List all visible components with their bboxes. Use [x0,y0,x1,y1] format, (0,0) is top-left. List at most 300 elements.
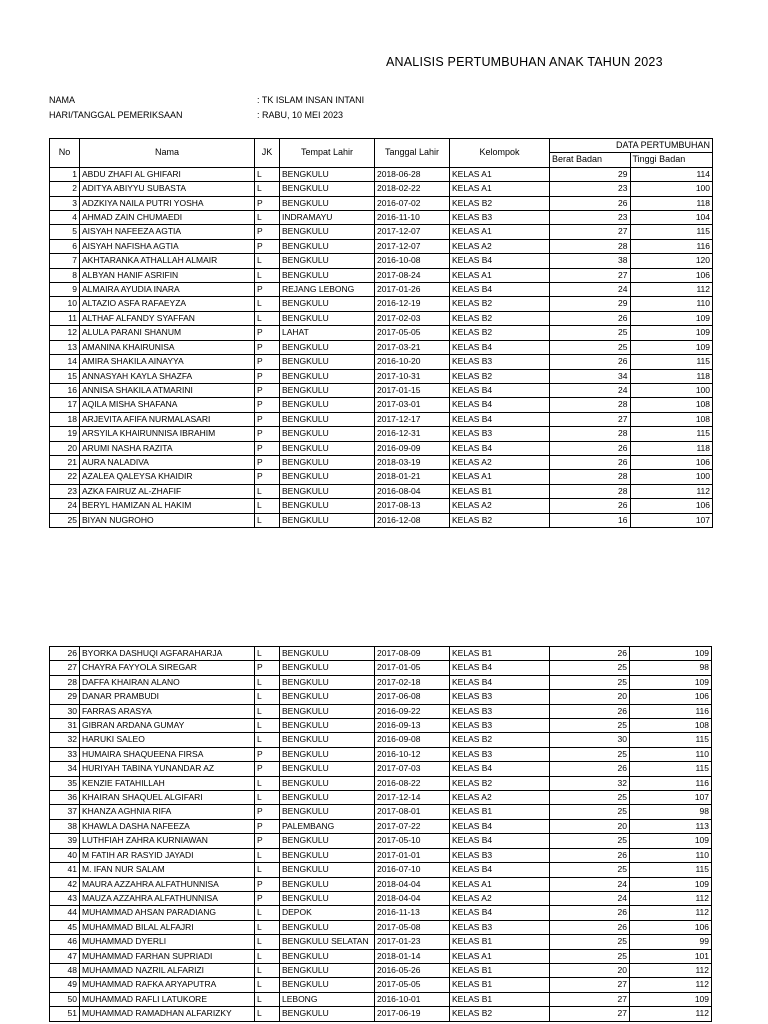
cell-tempat-lahir: BENGKULU SELATAN [280,935,375,949]
table-row [50,311,713,325]
cell-tinggi-badan: 109 [630,834,712,848]
cell-berat-badan: 25 [550,805,630,819]
cell-jk: L [255,647,280,661]
cell-jk: L [255,992,280,1006]
page-title: ANALISIS PERTUMBUHAN ANAK TAHUN 2023 [386,55,663,69]
cell-tinggi-badan: 106 [630,499,713,513]
cell-kelompok: KELAS B1 [450,978,550,992]
cell-jk: L [255,675,280,689]
cell-tinggi-badan: 112 [630,906,712,920]
nama-value: : TK ISLAM INSAN INTANI [257,95,365,105]
cell-tinggi-badan: 112 [630,484,713,498]
cell-berat-badan: 20 [550,819,630,833]
cell-berat-badan: 20 [550,963,630,977]
cell-jk: P [255,834,280,848]
cell-tempat-lahir: BENGKULU [280,891,375,905]
cell-tanggal-lahir: 2017-07-22 [375,819,450,833]
cell-berat-badan: 26 [550,196,631,210]
cell-tempat-lahir: BENGKULU [280,268,375,282]
cell-nama: AMANINA KHAIRUNISA [80,340,255,354]
cell-no: 7 [50,254,80,268]
cell-kelompok: KELAS B3 [450,848,550,862]
cell-berat-badan: 27 [550,268,631,282]
cell-tinggi-badan: 112 [630,283,713,297]
cell-nama: ADZKIYA NAILA PUTRI YOSHA [80,196,255,210]
cell-kelompok: KELAS B2 [450,1007,550,1021]
cell-berat-badan: 28 [550,484,631,498]
cell-tempat-lahir: BENGKULU [280,340,375,354]
cell-jk: L [255,690,280,704]
cell-tinggi-badan: 112 [630,978,712,992]
cell-no: 36 [50,791,80,805]
cell-no: 28 [50,675,80,689]
cell-tanggal-lahir: 2016-12-31 [375,427,450,441]
cell-no: 24 [50,499,80,513]
cell-no: 31 [50,719,80,733]
cell-jk: P [255,819,280,833]
cell-jk: L [255,484,280,498]
cell-jk: L [255,776,280,790]
cell-tinggi-badan: 110 [630,297,713,311]
cell-no: 10 [50,297,80,311]
cell-berat-badan: 25 [550,661,630,675]
cell-tanggal-lahir: 2017-01-26 [375,283,450,297]
cell-jk: P [255,412,280,426]
growth-table-page-1 [49,138,713,528]
table-row [50,211,713,225]
cell-tempat-lahir: BENGKULU [280,355,375,369]
cell-berat-badan: 29 [550,167,631,181]
cell-jk: L [255,863,280,877]
cell-tempat-lahir: BENGKULU [280,719,375,733]
cell-no: 30 [50,704,80,718]
cell-nama: MAUZA AZZAHRA ALFATHUNNISA [80,891,255,905]
table-row [50,383,713,397]
cell-berat-badan: 38 [550,254,631,268]
cell-berat-badan: 30 [550,733,630,747]
cell-nama: MAURA AZZAHRA ALFATHUNNISA [80,877,255,891]
cell-tanggal-lahir: 2017-01-15 [375,383,450,397]
cell-tinggi-badan: 113 [630,819,712,833]
cell-berat-badan: 28 [550,398,631,412]
cell-kelompok: KELAS B1 [450,935,550,949]
table-row [50,297,713,311]
cell-nama: KENZIE FATAHILLAH [80,776,255,790]
cell-tempat-lahir: BENGKULU [280,441,375,455]
cell-tempat-lahir: BENGKULU [280,239,375,253]
cell-nama: AZKA FAIRUZ AL-ZHAFIF [80,484,255,498]
cell-tinggi-badan: 100 [630,470,713,484]
cell-kelompok: KELAS A1 [450,470,550,484]
cell-tempat-lahir: DEPOK [280,906,375,920]
cell-tanggal-lahir: 2017-05-05 [375,326,450,340]
cell-nama: FARRAS ARASYA [80,704,255,718]
cell-no: 11 [50,311,80,325]
cell-nama: BYORKA DASHUQI AGFARAHARJA [80,647,255,661]
cell-berat-badan: 24 [550,383,631,397]
table-row [50,733,712,747]
cell-nama: DANAR PRAMBUDI [80,690,255,704]
table-row [50,196,713,210]
cell-tanggal-lahir: 2016-08-04 [375,484,450,498]
table-row [50,992,712,1006]
table-row [50,762,712,776]
cell-berat-badan: 26 [550,704,630,718]
cell-no: 26 [50,647,80,661]
cell-kelompok: KELAS B4 [450,819,550,833]
cell-tinggi-badan: 109 [630,326,713,340]
cell-tempat-lahir: BENGKULU [280,690,375,704]
cell-tanggal-lahir: 2017-12-14 [375,791,450,805]
cell-berat-badan: 16 [550,513,631,527]
cell-kelompok: KELAS B4 [450,412,550,426]
cell-tinggi-badan: 106 [630,455,713,469]
cell-tanggal-lahir: 2016-08-22 [375,776,450,790]
cell-tempat-lahir: BENGKULU [280,747,375,761]
cell-tanggal-lahir: 2017-05-05 [375,978,450,992]
cell-nama: ANNISA SHAKILA ATMARINI [80,383,255,397]
cell-tinggi-badan: 112 [630,963,712,977]
cell-tinggi-badan: 100 [630,383,713,397]
tanggal-value: : RABU, 10 MEI 2023 [257,110,344,120]
cell-tanggal-lahir: 2017-01-05 [375,661,450,675]
cell-no: 19 [50,427,80,441]
cell-tinggi-badan: 118 [630,441,713,455]
cell-kelompok: KELAS B4 [450,762,550,776]
table-body-2 [50,647,712,1022]
cell-nama: AKHTARANKA ATHALLAH ALMAIR [80,254,255,268]
table-row [50,412,713,426]
cell-kelompok: KELAS B3 [450,747,550,761]
cell-tempat-lahir: BENGKULU [280,167,375,181]
cell-jk: P [255,470,280,484]
cell-jk: P [255,661,280,675]
cell-berat-badan: 26 [550,441,631,455]
table-row [50,891,712,905]
cell-tanggal-lahir: 2017-08-01 [375,805,450,819]
cell-kelompok: KELAS B1 [450,484,550,498]
cell-tinggi-badan: 115 [630,863,712,877]
cell-tempat-lahir: BENGKULU [280,949,375,963]
cell-tanggal-lahir: 2016-12-08 [375,513,450,527]
col-header-tempat-lahir: Tempat Lahir [280,139,375,168]
cell-tanggal-lahir: 2016-10-08 [375,254,450,268]
cell-tempat-lahir: BENGKULU [280,877,375,891]
col-header-jk: JK [255,139,280,168]
cell-jk: L [255,963,280,977]
cell-nama: GIBRAN ARDANA GUMAY [80,719,255,733]
cell-tempat-lahir: BENGKULU [280,920,375,934]
cell-tanggal-lahir: 2016-07-02 [375,196,450,210]
cell-kelompok: KELAS A2 [450,499,550,513]
cell-nama: KHAWLA DASHA NAFEEZA [80,819,255,833]
cell-kelompok: KELAS A1 [450,949,550,963]
cell-no: 8 [50,268,80,282]
table-row [50,470,713,484]
cell-kelompok: KELAS B3 [450,690,550,704]
cell-no: 34 [50,762,80,776]
cell-tempat-lahir: BENGKULU [280,470,375,484]
table-row [50,167,713,181]
cell-no: 13 [50,340,80,354]
cell-jk: L [255,311,280,325]
cell-tanggal-lahir: 2016-12-19 [375,297,450,311]
cell-jk: P [255,383,280,397]
table-row [50,398,713,412]
cell-jk: L [255,297,280,311]
table-row [50,239,713,253]
table-row [50,834,712,848]
cell-tanggal-lahir: 2017-08-24 [375,268,450,282]
cell-tempat-lahir: BENGKULU [280,369,375,383]
cell-berat-badan: 25 [550,719,630,733]
cell-no: 1 [50,167,80,181]
cell-tinggi-badan: 112 [630,1007,712,1021]
cell-jk: L [255,254,280,268]
cell-no: 37 [50,805,80,819]
cell-nama: MUHAMMAD BILAL ALFAJRI [80,920,255,934]
cell-tanggal-lahir: 2016-11-10 [375,211,450,225]
cell-tanggal-lahir: 2016-09-08 [375,733,450,747]
table-row [50,455,713,469]
cell-tempat-lahir: BENGKULU [280,661,375,675]
cell-nama: BIYAN NUGROHO [80,513,255,527]
cell-tanggal-lahir: 2018-01-21 [375,470,450,484]
cell-berat-badan: 28 [550,239,631,253]
table-row [50,848,712,862]
cell-jk: L [255,935,280,949]
cell-tinggi-badan: 115 [630,762,712,776]
cell-tempat-lahir: BENGKULU [280,398,375,412]
col-header-no: No [50,139,80,168]
cell-jk: P [255,239,280,253]
cell-nama: AISYAH NAFISHA AGTIA [80,239,255,253]
table-row [50,963,712,977]
table-row [50,661,712,675]
cell-nama: ALBYAN HANIF ASRIFIN [80,268,255,282]
table-row [50,776,712,790]
cell-jk: L [255,848,280,862]
cell-tinggi-badan: 101 [630,949,712,963]
cell-jk: L [255,978,280,992]
cell-nama: MUHAMMAD RAFLI LATUKORE [80,992,255,1006]
cell-tanggal-lahir: 2017-06-19 [375,1007,450,1021]
cell-tanggal-lahir: 2016-11-13 [375,906,450,920]
cell-nama: CHAYRA FAYYOLA SIREGAR [80,661,255,675]
cell-jk: P [255,455,280,469]
table-row [50,499,713,513]
cell-no: 46 [50,935,80,949]
cell-kelompok: KELAS B2 [450,311,550,325]
cell-no: 45 [50,920,80,934]
cell-kelompok: KELAS B4 [450,834,550,848]
cell-berat-badan: 27 [550,1007,630,1021]
cell-tinggi-badan: 115 [630,427,713,441]
cell-no: 20 [50,441,80,455]
cell-tinggi-badan: 110 [630,747,712,761]
cell-kelompok: KELAS B2 [450,733,550,747]
cell-tempat-lahir: BENGKULU [280,805,375,819]
cell-tanggal-lahir: 2017-05-08 [375,920,450,934]
cell-tanggal-lahir: 2016-09-13 [375,719,450,733]
table-row [50,690,712,704]
table-row [50,719,712,733]
cell-kelompok: KELAS B4 [450,383,550,397]
cell-jk: P [255,805,280,819]
table-row [50,877,712,891]
cell-tempat-lahir: BENGKULU [280,963,375,977]
cell-tempat-lahir: BENGKULU [280,297,375,311]
cell-tempat-lahir: BENGKULU [280,848,375,862]
cell-tanggal-lahir: 2017-12-17 [375,412,450,426]
cell-berat-badan: 26 [550,848,630,862]
cell-jk: P [255,877,280,891]
table-row [50,326,713,340]
cell-berat-badan: 24 [550,877,630,891]
table-row [50,1007,712,1021]
table-row [50,791,712,805]
cell-nama: M FATIH AR RASYID JAYADI [80,848,255,862]
cell-jk: P [255,441,280,455]
cell-kelompok: KELAS B2 [450,369,550,383]
cell-no: 41 [50,863,80,877]
cell-tanggal-lahir: 2016-10-20 [375,355,450,369]
cell-kelompok: KELAS A2 [450,791,550,805]
cell-tinggi-badan: 116 [630,704,712,718]
cell-tinggi-badan: 107 [630,513,713,527]
cell-kelompok: KELAS B3 [450,427,550,441]
cell-tempat-lahir: LAHAT [280,326,375,340]
cell-kelompok: KELAS B2 [450,776,550,790]
cell-tinggi-badan: 109 [630,311,713,325]
cell-jk: L [255,167,280,181]
table-body-1 [50,167,713,527]
cell-kelompok: KELAS A2 [450,239,550,253]
cell-tinggi-badan: 98 [630,661,712,675]
cell-kelompok: KELAS B2 [450,297,550,311]
cell-tempat-lahir: PALEMBANG [280,819,375,833]
cell-tempat-lahir: BENGKULU [280,182,375,196]
table-row [50,254,713,268]
cell-tempat-lahir: BENGKULU [280,675,375,689]
cell-tanggal-lahir: 2016-09-22 [375,704,450,718]
cell-tempat-lahir: BENGKULU [280,196,375,210]
cell-kelompok: KELAS B4 [450,398,550,412]
cell-tempat-lahir: LEBONG [280,992,375,1006]
cell-tanggal-lahir: 2018-06-28 [375,167,450,181]
cell-jk: L [255,499,280,513]
cell-berat-badan: 26 [550,311,631,325]
cell-nama: ALTAZIO ASFA RAFAEYZA [80,297,255,311]
cell-tanggal-lahir: 2017-01-23 [375,935,450,949]
cell-no: 17 [50,398,80,412]
cell-tempat-lahir: BENGKULU [280,254,375,268]
table-row [50,427,713,441]
table-row [50,513,713,527]
cell-nama: ALULA PARANI SHANUM [80,326,255,340]
cell-berat-badan: 25 [550,935,630,949]
cell-jk: P [255,225,280,239]
cell-tanggal-lahir: 2017-10-31 [375,369,450,383]
cell-kelompok: KELAS B4 [450,283,550,297]
cell-kelompok: KELAS B3 [450,211,550,225]
table-row [50,819,712,833]
cell-no: 25 [50,513,80,527]
tanggal-label: HARI/TANGGAL PEMERIKSAAN [49,110,183,120]
cell-tanggal-lahir: 2017-02-03 [375,311,450,325]
cell-kelompok: KELAS B3 [450,355,550,369]
cell-jk: L [255,1007,280,1021]
cell-tanggal-lahir: 2018-03-19 [375,455,450,469]
cell-jk: P [255,283,280,297]
cell-no: 6 [50,239,80,253]
table-row [50,647,712,661]
cell-berat-badan: 25 [550,747,630,761]
table-row [50,268,713,282]
cell-kelompok: KELAS B4 [450,254,550,268]
cell-jk: L [255,949,280,963]
cell-tinggi-badan: 106 [630,268,713,282]
cell-no: 12 [50,326,80,340]
cell-tinggi-badan: 100 [630,182,713,196]
cell-nama: ALMAIRA AYUDIA INARA [80,283,255,297]
cell-nama: ANNASYAH KAYLA SHAZFA [80,369,255,383]
cell-no: 40 [50,848,80,862]
cell-no: 49 [50,978,80,992]
cell-no: 38 [50,819,80,833]
table-row [50,441,713,455]
cell-jk: L [255,906,280,920]
cell-tanggal-lahir: 2018-04-04 [375,877,450,891]
cell-no: 23 [50,484,80,498]
cell-nama: AZALEA QALEYSA KHAIDIR [80,470,255,484]
cell-tinggi-badan: 109 [630,647,712,661]
cell-kelompok: KELAS A2 [450,891,550,905]
cell-kelompok: KELAS B4 [450,675,550,689]
cell-berat-badan: 28 [550,470,631,484]
cell-tinggi-badan: 115 [630,355,713,369]
cell-nama: HURIYAH TABINA YUNANDAR AZ [80,762,255,776]
table-row [50,340,713,354]
cell-tinggi-badan: 109 [630,877,712,891]
cell-tanggal-lahir: 2017-12-07 [375,239,450,253]
cell-tanggal-lahir: 2018-01-14 [375,949,450,963]
cell-jk: L [255,704,280,718]
cell-nama: MUHAMMAD NAZRIL ALFARIZI [80,963,255,977]
cell-tanggal-lahir: 2017-08-09 [375,647,450,661]
col-header-tanggal-lahir: Tanggal Lahir [375,139,450,168]
cell-kelompok: KELAS A1 [450,268,550,282]
col-header-berat-badan: Berat Badan [550,153,631,167]
cell-kelompok: KELAS A1 [450,225,550,239]
cell-tempat-lahir: BENGKULU [280,834,375,848]
cell-jk: L [255,920,280,934]
cell-tinggi-badan: 109 [630,675,712,689]
cell-no: 44 [50,906,80,920]
cell-tempat-lahir: BENGKULU [280,1007,375,1021]
cell-jk: L [255,791,280,805]
cell-jk: L [255,719,280,733]
cell-tinggi-badan: 109 [630,340,713,354]
cell-jk: P [255,762,280,776]
cell-berat-badan: 27 [550,225,631,239]
cell-berat-badan: 34 [550,369,631,383]
col-header-tinggi-badan: Tinggi Badan [630,153,713,167]
cell-tinggi-badan: 99 [630,935,712,949]
cell-berat-badan: 28 [550,427,631,441]
cell-tempat-lahir: BENGKULU [280,978,375,992]
cell-nama: ADITYA ABIYYU SUBASTA [80,182,255,196]
